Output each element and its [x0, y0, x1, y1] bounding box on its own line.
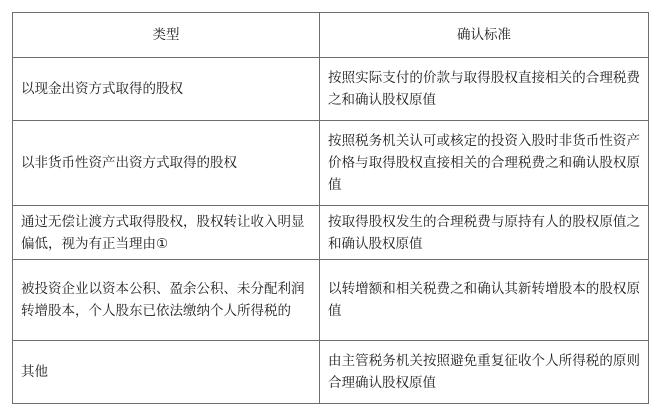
- row-standard-cell: 按取得股权发生的合理税费与原持有人的股权原值之和确认股权原值: [320, 205, 649, 260]
- header-type: 类型: [13, 13, 320, 58]
- row-type-cell: 以现金出资方式取得的股权: [13, 58, 320, 121]
- equity-original-value-table: [12, 12, 649, 404]
- row-standard-cell: 以转增额和相关税费之和确认其新转增股本的股权原值: [320, 260, 649, 340]
- row-type-cell: 通过无偿让渡方式取得股权，股权转让收入明显偏低，视为有正当理由①: [13, 205, 320, 260]
- row-standard-cell: 按照税务机关认可或核定的投资入股时非货币性资产价格与取得股权直接相关的合理税费之和确认股权原值: [320, 121, 649, 206]
- header-standard: 确认标准: [320, 13, 649, 58]
- table-header-row: [13, 13, 649, 58]
- table-row: [13, 260, 649, 340]
- row-standard-cell: 按照实际支付的价款与取得股权直接相关的合理税费之和确认股权原值: [320, 58, 649, 121]
- table-row: [13, 58, 649, 121]
- row-type-cell: 被投资企业以资本公积、盈余公积、未分配利润转增股本，个人股东已依法缴纳个人所得税的: [13, 260, 320, 340]
- row-type-cell: 以非货币性资产出资方式取得的股权: [13, 121, 320, 206]
- table-row: [13, 205, 649, 260]
- table-row: [13, 121, 649, 206]
- row-type-cell: 其他: [13, 340, 320, 403]
- row-standard-cell: 由主管税务机关按照避免重复征收个人所得税的原则合理确认股权原值: [320, 340, 649, 403]
- table-row: [13, 340, 649, 403]
